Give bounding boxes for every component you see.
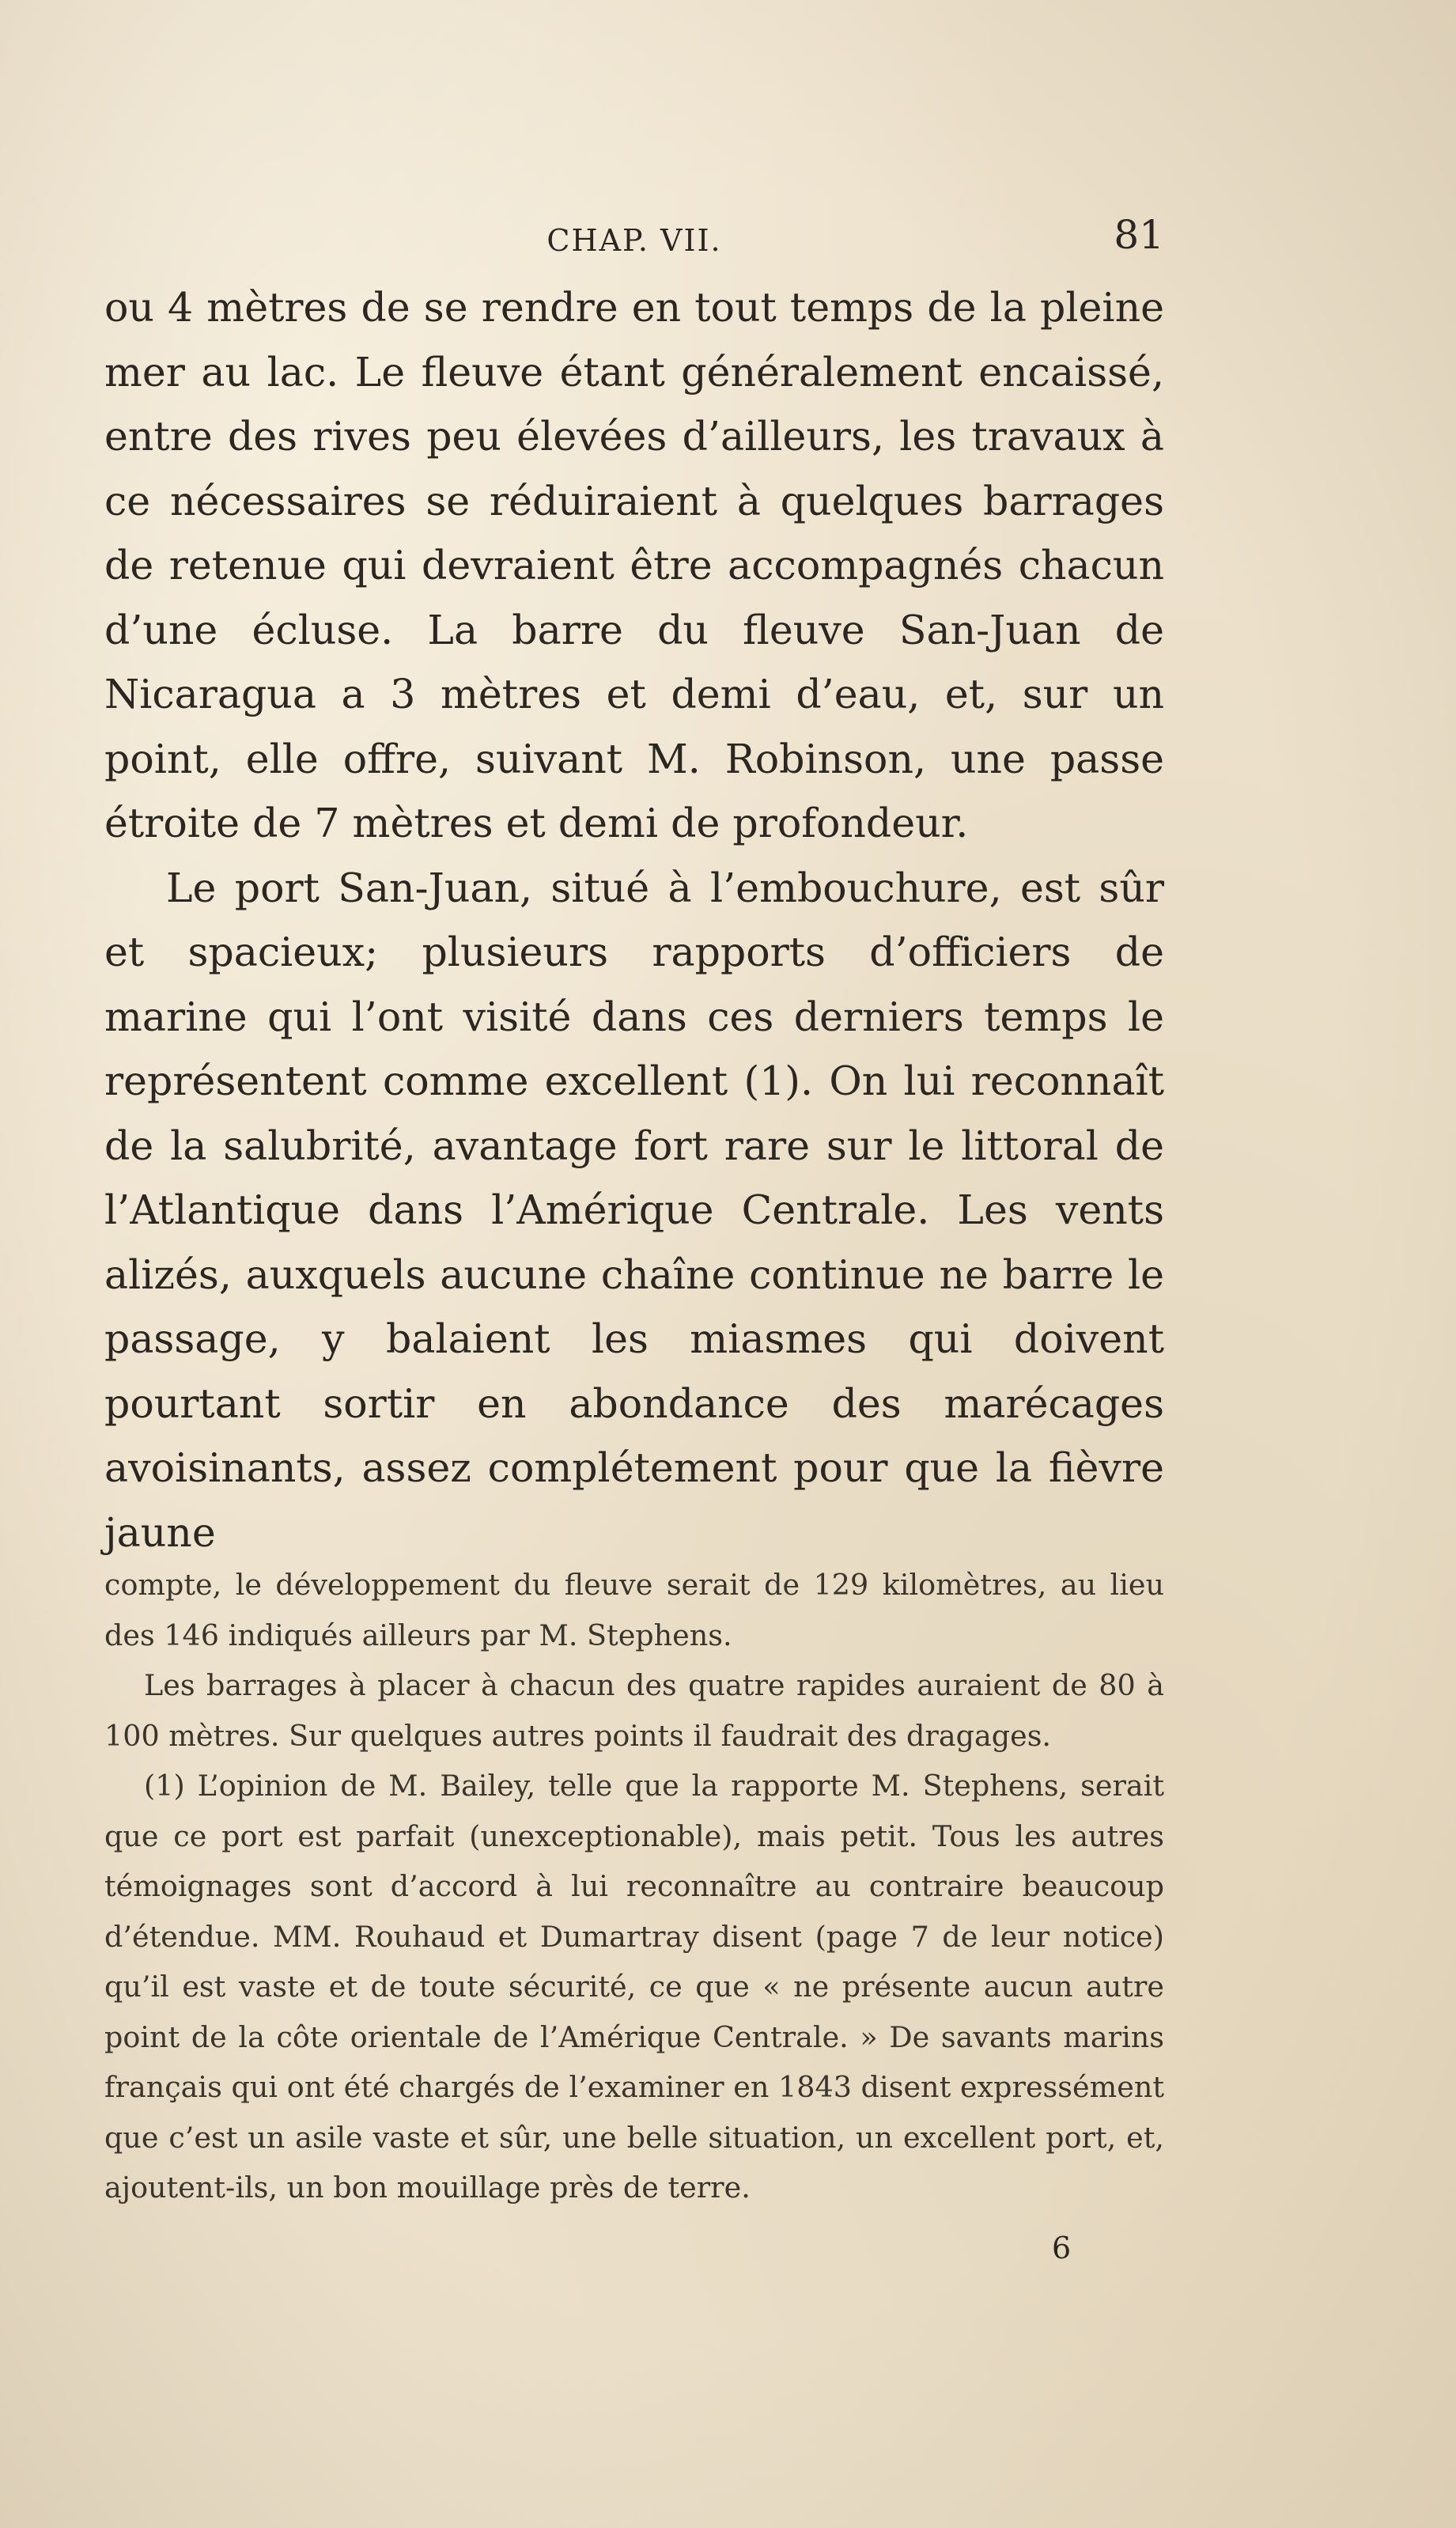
chapter-heading: CHAP. VII.: [546, 223, 722, 258]
footnotes: [104, 1560, 1164, 2213]
footnote-continuation: compte, le développement du fleuve serait de 129 kilomètres, au lieu des 146 indiqués ailleurs par M. Stephens.: [104, 1568, 1164, 1652]
page-number: 81: [1114, 212, 1164, 258]
body-paragraph: Le port San-Juan, situé à l’embouchure, est sûr et spacieux; plusieurs rapports d’officiers de marine qui l’ont visité dans ces derniers temps le représentent comme excellent (1). On lui reconnaît de la salubrité, avantage fort rare sur le littoral de l’Atlantique dans l’Amérique Centrale. Les vents alizés, auxquels aucune chaîne continue ne barre le passage, y balaient les miasmes qui doivent pourtant sortir en abondance des marécages avoisinants, assez complétement pour que la fièvre jaune: [104, 864, 1164, 1556]
signature-mark: 6: [1052, 2231, 1072, 2265]
running-head: [104, 212, 1164, 267]
body-paragraph: ou 4 mètres de se rendre en tout temps de la pleine mer au lac. Le fleuve étant généralement encaissé, entre des rives peu élevées d’ailleurs, les travaux à ce nécessaires se réduiraient à quelques barrages de retenue qui devraient être accompagnés chacun d’une écluse. La barre du fleuve San-Juan de Nicaragua a 3 mètres et demi d’eau, et, sur un point, elle offre, suivant M. Robinson, une passe étroite de 7 mètres et demi de profondeur.: [104, 284, 1164, 846]
body-text: [104, 275, 1164, 1565]
footnote-paragraph: Les barrages à placer à chacun des quatre rapides auraient de 80 à 100 mètres. Sur quelques autres points il faudrait des dragages.: [104, 1668, 1164, 1753]
footnote-1: (1) L’opinion de M. Bailey, telle que la rapporte M. Stephens, serait que ce port est parfait (unexceptionable), mais petit. Tous les autres témoignages sont d’accord à lui reconnaître au contraire beaucoup d’étendue. MM. Rouhaud et Dumartray disent (page 7 de leur notice) qu’il est vaste et de toute sécurité, ce que « ne présente aucun autre point de la côte orientale de l’Amérique Centrale. » De savants marins français qui ont été chargés de l’examiner en 1843 disent expressément que c’est un asile vaste et sûr, une belle situation, un excellent port, et, ajoutent-ils, un bon mouillage près de terre.: [104, 1769, 1164, 2204]
